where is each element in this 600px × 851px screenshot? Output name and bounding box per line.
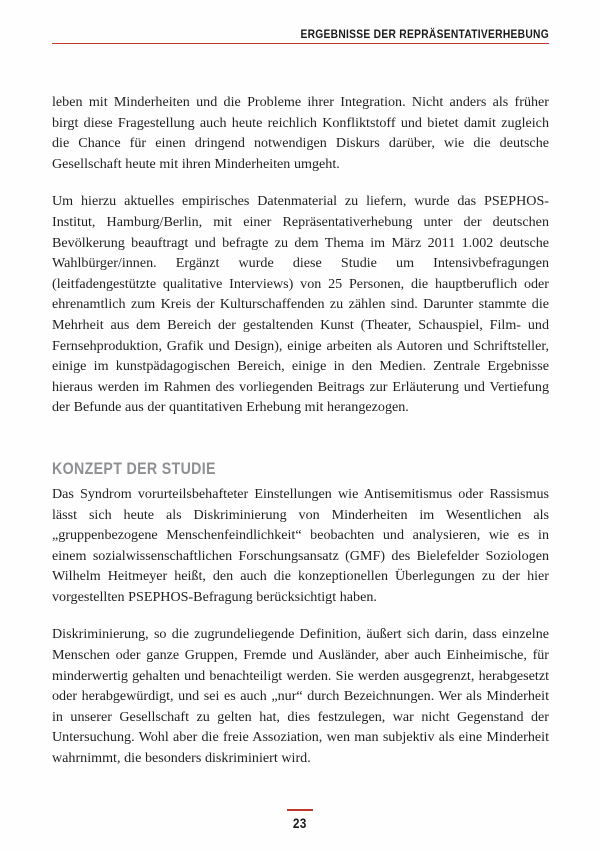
page-footer [0,809,600,833]
body-paragraph: Diskriminierung, so die zugrundeliegende Definition, äußert sich darin, dass einzelne Menschen oder ganze Gruppen, Fremde und Ausländer, aber auch Einheimische, für minderwertig gehalten und benachteiligt werden. Sie werden ausgegrenzt, herabgesetzt oder herabgewürdigt, und sei es auch „nur“ durch Bezeichnungen. Wer als Minderheit in unserer Gesellschaft zu gelten hat, dies festzulegen, war nicht Gegenstand der Untersuchung. Wohl aber die freie Assoziation, wen man subjektiv als eine Minderheit wahrnimmt, die besonders diskriminiert wird. [52,626,549,767]
running-header-title: ERGEBNISSE DER REPRÄSENTATIVERHEBUNG [300,27,549,41]
running-header [52,27,549,44]
body-paragraph: Um hierzu aktuelles empirisches Datenmaterial zu liefern, wurde das PSEPHOS-Institut, Hamburg/Berlin, mit einer Repräsentativerhebung unter der deutschen Bevölkerung beauftragt und befragte zu dem Thema im März 2011 1.002 deutsche Wahlbürger/innen. Ergänzt wurde diese Studie um Intensivbefragungen (leitfadengestützte qualitative Interviews) von 25 Personen, die hauptberuflich oder ehrenamtlich zum Kreis der Kulturschaffenden zu zählen sind. Darunter stammte die Mehrheit aus dem Bereich der gestaltenden Kunst (Theater, Schauspiel, Film- und Fernsehproduktion, Grafik und Design), einige arbeiten als Autoren und Schriftsteller, einige im kunstpädagogischen Bereich, einige in den Medien. Zentrale Ergebnisse hieraus werden im Rahmen des vorliegenden Beitrags zur Erläuterung und Vertiefung der Befunde aus der quantitativen Erhebung mit herangezogen. [52,193,549,416]
footer-rule [287,809,313,811]
body-paragraph: leben mit Minderheiten und die Probleme ihrer Integration. Nicht anders als früher birgt diese Fragestellung auch heute reichlich Konfliktstoff und bietet damit zugleich die Chance für einen dringend notwendigen Diskurs darüber, wie die deutsche Gesellschaft heute mit ihren Minderheiten umgeht. [52,94,549,172]
page-number: 23 [293,816,307,831]
body-content [52,92,549,769]
body-paragraph: Das Syndrom vorurteilsbehafteter Einstellungen wie Antisemitismus oder Rassismus lässt sich heute als Diskriminierung von Minderheiten im Wesentlichen als „gruppenbezogene Menschenfeindlichkeit“ beobachten und analysieren, wie es in einem sozialwissenschaftlichen Forschungsansatz (GMF) des Bielefelder Soziologen Wilhelm Heitmeyer heißt, den auch die konzeptionellen Überlegungen zu der hier vorgestellten PSEPHOS-Befragung berücksichtigt haben. [52,485,549,605]
header-rule [52,43,549,44]
section-heading: KONZEPT DER STUDIE [52,459,216,478]
